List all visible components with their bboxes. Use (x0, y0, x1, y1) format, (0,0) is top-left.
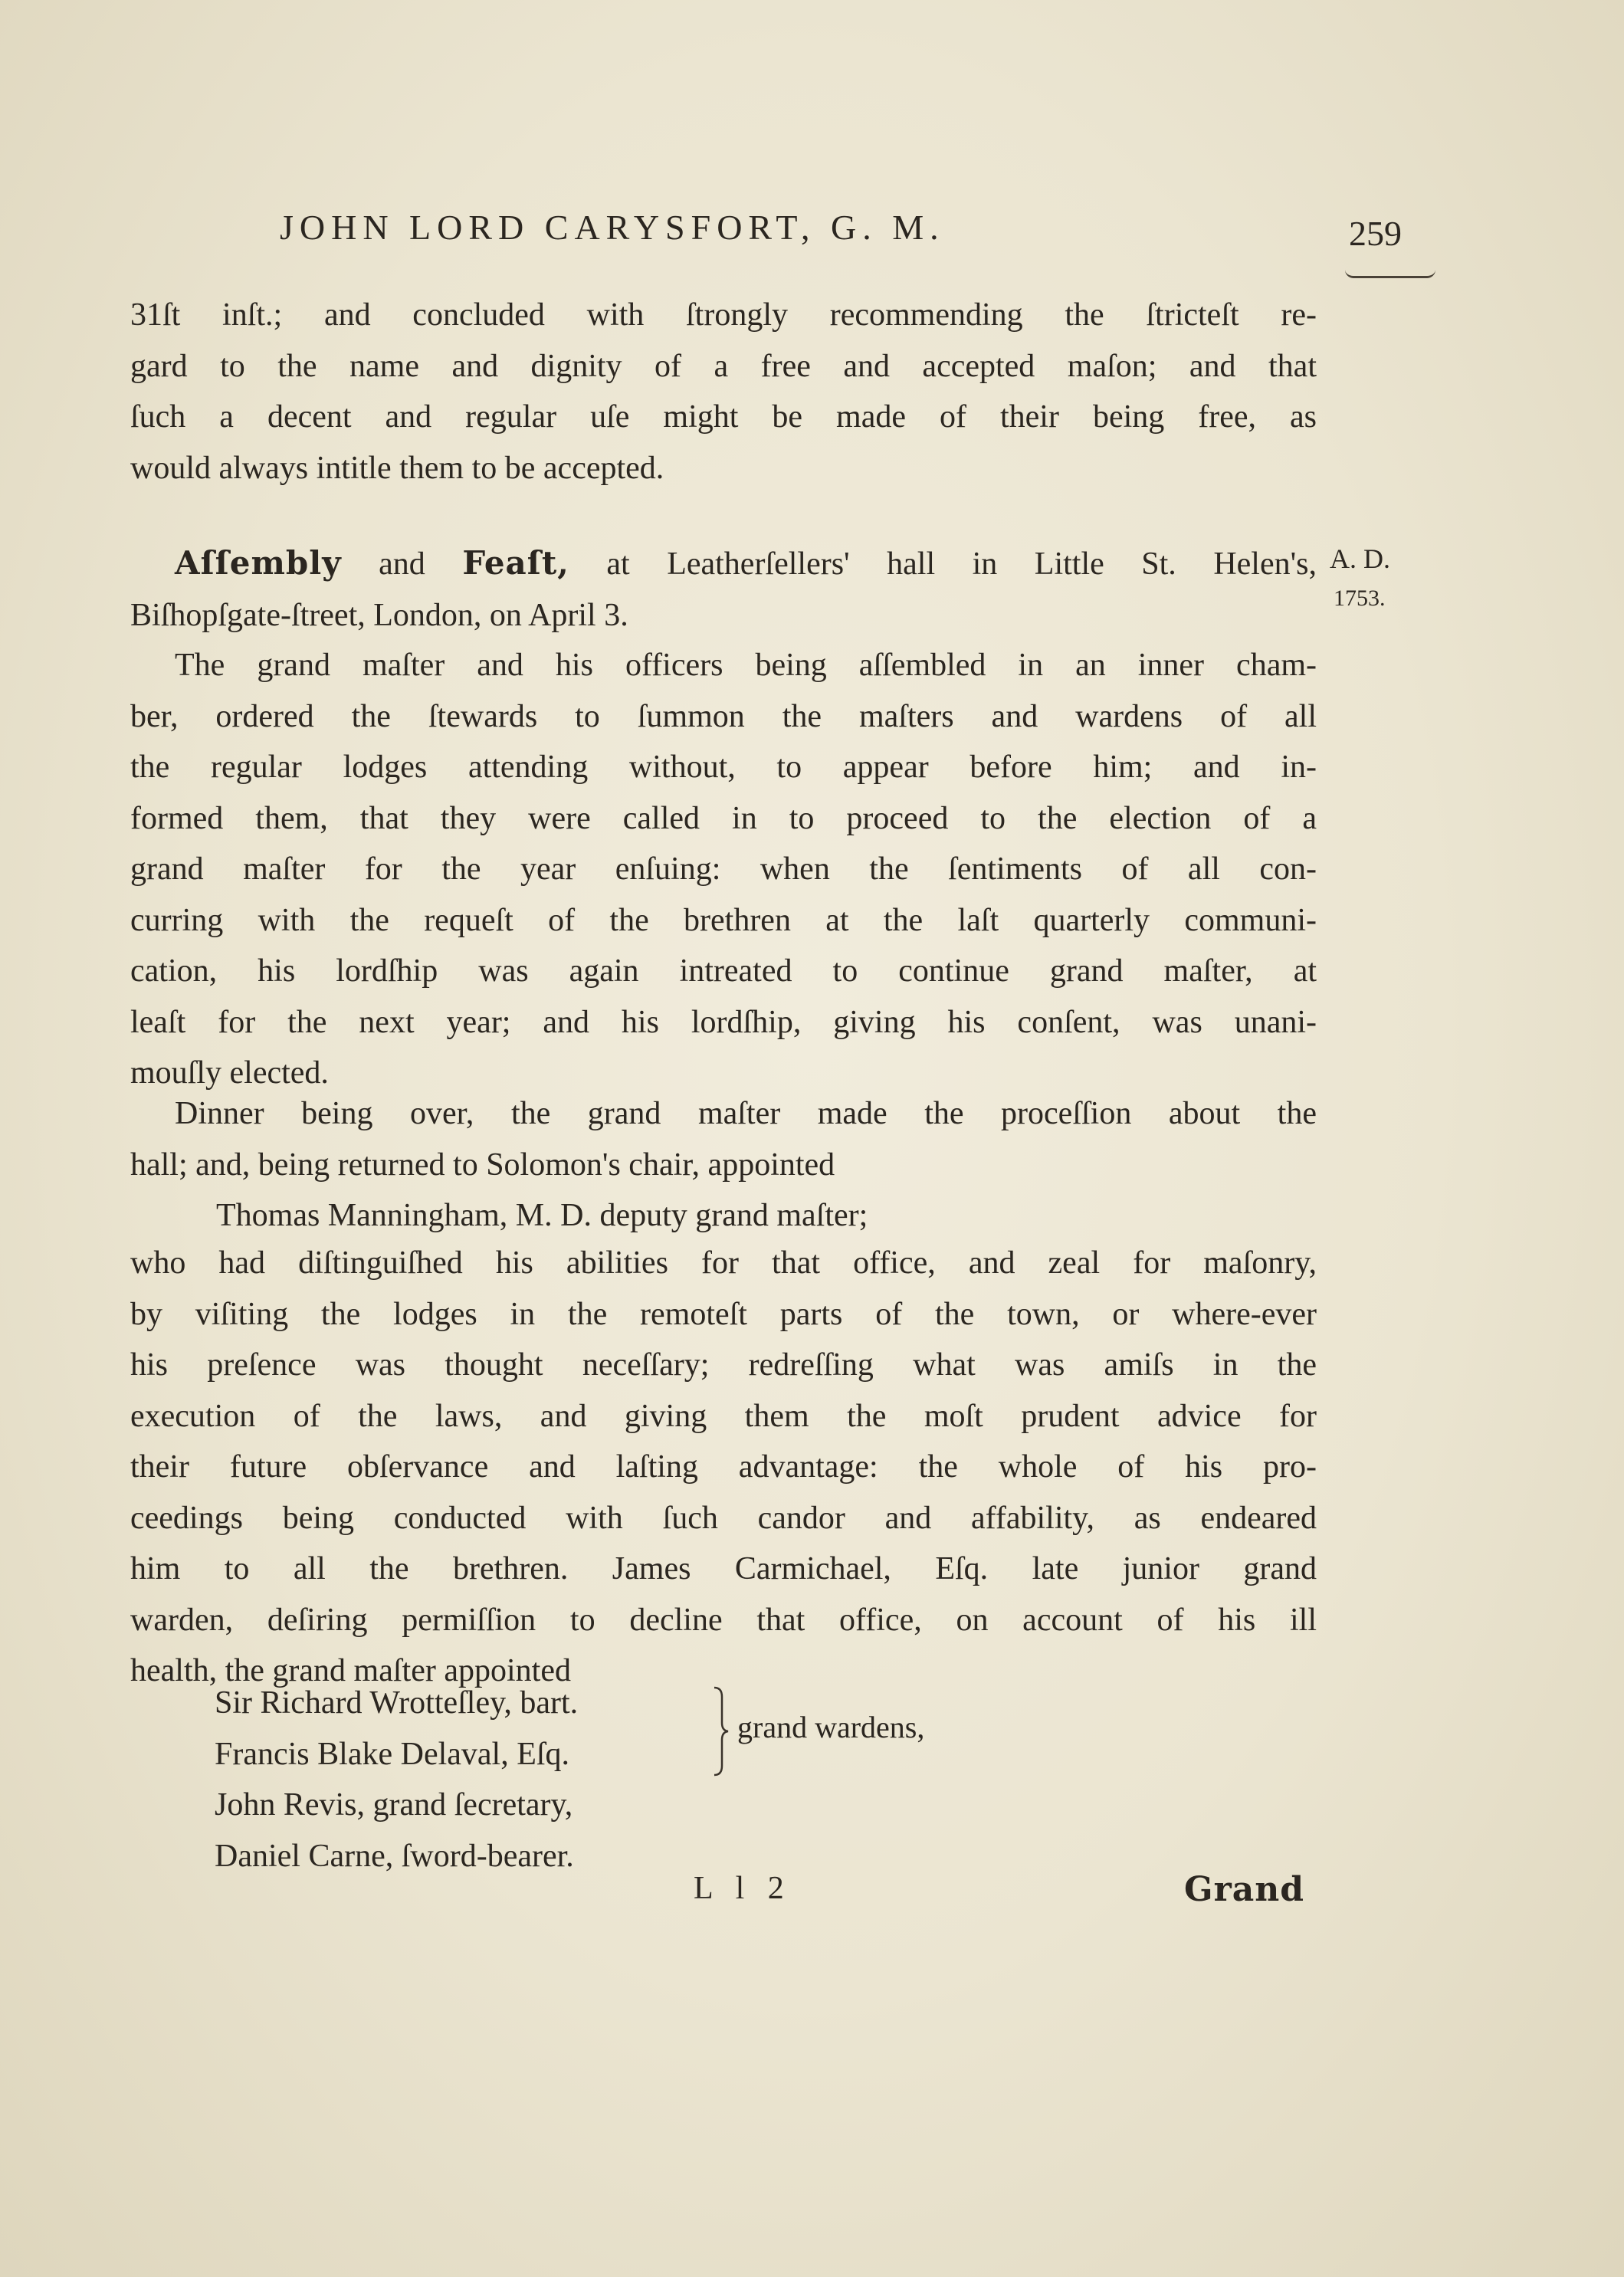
text-line: mouſly elected. (130, 1055, 329, 1091)
text-line: gard to the name and dignity of a free and accepted maſon; and that (130, 348, 1317, 384)
margin-date-year: 1753. (1334, 586, 1386, 611)
word-and: and (379, 546, 425, 582)
text-line: The grand maſter and his officers being aſſembled in an inner cham- (175, 648, 1317, 683)
signature-mark: L l 2 (694, 1871, 792, 1906)
dinner-paragraph (130, 1088, 1317, 1242)
margin-date-ad: A. D. (1330, 543, 1390, 574)
page-number: 259 (1349, 214, 1402, 253)
brace-label: grand wardens, (737, 1710, 925, 1744)
election-paragraph (130, 640, 1317, 1099)
text-line: would always intitle them to be accepted. (130, 450, 664, 486)
assembly-paragraph (130, 538, 1317, 641)
text-line: Biſhopſgate-ſtreet, London, on April 3. (130, 597, 628, 633)
assembly-line (130, 538, 1317, 590)
text-line: hall; and, being returned to Solomon's chair, appointed (130, 1147, 835, 1183)
text-line: 31ſt inſt.; and concluded with ſtrongly recommending the ſtricteſt re- (130, 297, 1317, 333)
text-line: formed them, that they were called in to proceed to the election of a (130, 800, 1317, 836)
text-line: him to all the brethren. James Carmichael, Eſq. late junior grand (130, 1551, 1317, 1586)
paragraph-continuation (130, 290, 1317, 494)
text-line: their future obſervance and laſting advantage: the whole of his pro- (130, 1449, 1317, 1485)
catchword: Grand (1184, 1870, 1305, 1909)
deputy-appointment: Thomas Manningham, M. D. deputy grand maſter; (216, 1198, 868, 1233)
appointment-item: John Revis, grand ſecretary, (215, 1787, 573, 1823)
text-line: ceedings being conducted with ſuch candor and affability, as endeared (130, 1500, 1317, 1536)
appointment-item: Daniel Carne, ſword-bearer. (215, 1838, 574, 1874)
text-line: who had diſtinguiſhed his abilities for that office, and zeal for maſonry, (130, 1245, 1317, 1281)
page-number-flourish (1345, 270, 1435, 278)
text-line: ber, ordered the ſtewards to ſummon the maſters and wardens of all (130, 698, 1317, 734)
text-line: the regular lodges attending without, to appear before him; and in- (130, 750, 1317, 785)
text-line: execution of the laws, and giving them the moſt prudent advice for (130, 1398, 1317, 1434)
deputy-paragraph (130, 1238, 1317, 1697)
text-line: by viſiting the lodges in the remoteſt parts of the town, or where-ever (130, 1296, 1317, 1332)
text-line: grand maſter for the year enſuing: when the ſentiments of all con- (130, 851, 1317, 887)
brace-icon (713, 1686, 730, 1777)
text-line: ſuch a decent and regular uſe might be made of their being free, as (130, 399, 1317, 435)
blackletter-feast: Feaſt, (462, 544, 569, 582)
appointment-item: Sir Richard Wrotteſley, bart. (215, 1685, 579, 1721)
text-line: warden, deſiring permiſſion to decline that office, on account of his ill (130, 1602, 1317, 1638)
text-line: health, the grand maſter appointed (130, 1653, 571, 1688)
text-line: Dinner being over, the grand maſter made the proceſſion about the (175, 1096, 1317, 1131)
appointment-item: Francis Blake Delaval, Eſq. (215, 1736, 570, 1772)
text-line: cation, his lordſhip was again intreated to continue grand maſter, at (130, 953, 1317, 989)
text-line: leaſt for the next year; and his lordſhip, giving his conſent, was unani- (130, 1004, 1317, 1040)
text-line: curring with the requeſt of the brethren at the laſt quarterly communi- (130, 902, 1317, 938)
appointments-list (215, 1678, 578, 1882)
text-line: his preſence was thought neceſſary; redreſſing what was amiſs in the (130, 1347, 1317, 1383)
running-head: JOHN LORD CARYSFORT, G. M. (280, 208, 945, 247)
assembly-location: at Leatherſellers' hall in Little St. Helen's, (606, 546, 1317, 582)
blackletter-assembly: Aſſembly (175, 544, 342, 582)
